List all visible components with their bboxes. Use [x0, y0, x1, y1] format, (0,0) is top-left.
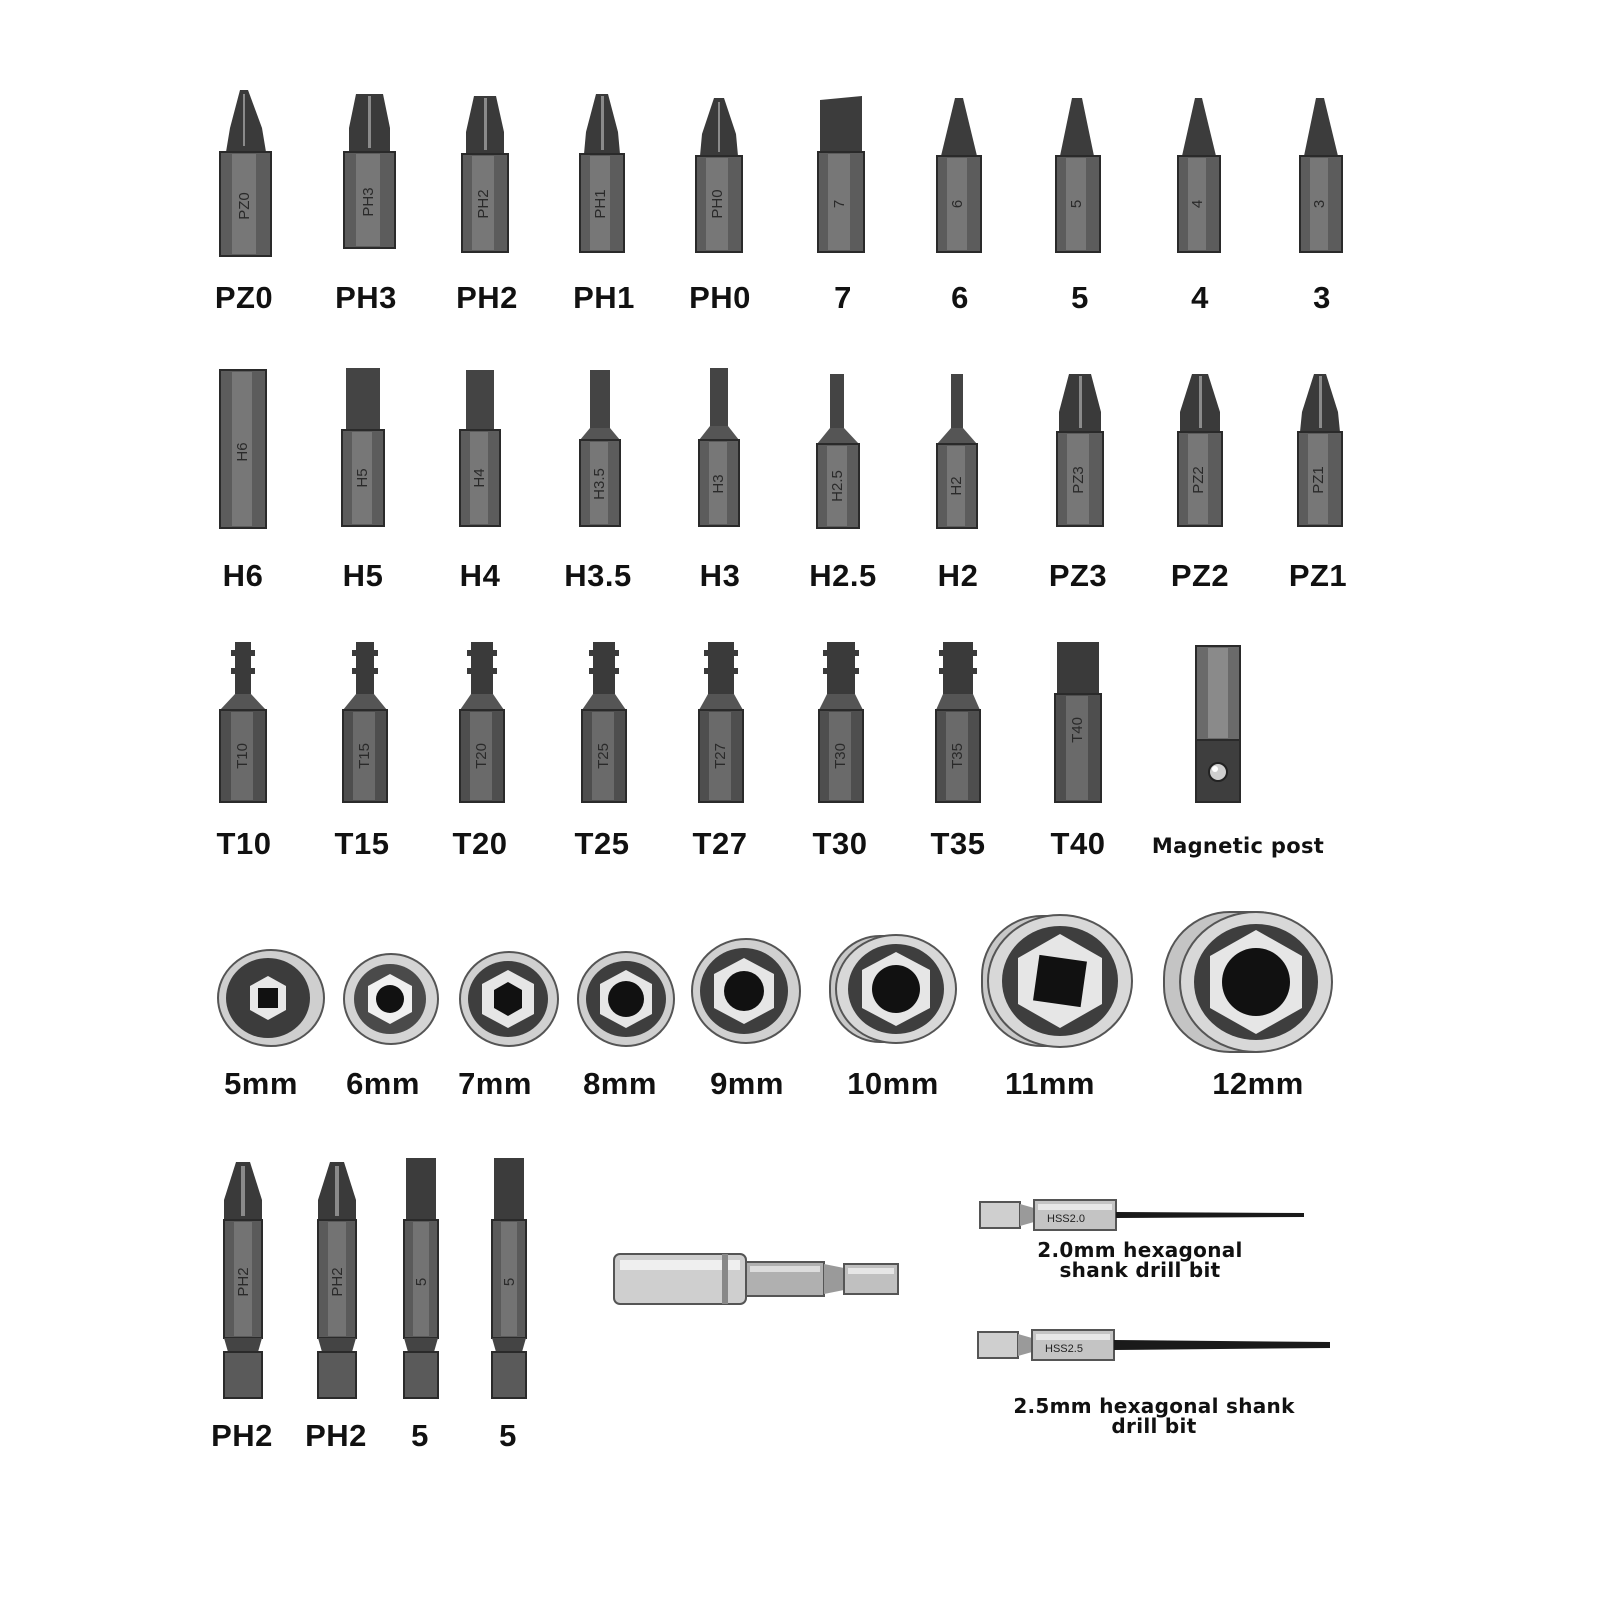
label-socket-6mm: 6mm — [346, 1066, 420, 1101]
label-t25: T25 — [574, 826, 630, 861]
svg-text:PZ3: PZ3 — [1070, 466, 1087, 494]
socket-9mm — [690, 936, 802, 1046]
label-ph1: PH1 — [573, 280, 635, 315]
label-long-bit-ph2-a: PH2 — [211, 1418, 273, 1453]
bit-ph0 — [694, 96, 744, 256]
bit-h3 — [697, 366, 741, 530]
label-ph2: PH2 — [456, 280, 518, 315]
label-slot-6: 6 — [951, 280, 969, 315]
label-magnetic-post: Magnetic post — [1151, 834, 1325, 858]
label-socket-10mm: 10mm — [847, 1066, 939, 1101]
label-drill-bit-2-5mm-line1: 2.5mm hexagonal shank — [1013, 1394, 1295, 1418]
magnetic-post — [1194, 644, 1242, 806]
bit-pz0 — [218, 88, 273, 258]
bit-t27 — [697, 640, 745, 806]
label-pz2: PZ2 — [1170, 558, 1230, 593]
label-drill-bit-2-0mm-line2: shank drill bit — [1059, 1258, 1221, 1282]
socket-6mm — [342, 952, 440, 1046]
svg-text:PZ2: PZ2 — [1190, 466, 1207, 494]
svg-text:T30: T30 — [832, 743, 849, 769]
svg-text:H2.5: H2.5 — [829, 470, 846, 502]
svg-text:6: 6 — [949, 199, 966, 209]
label-ph3: PH3 — [335, 280, 397, 315]
bit-h6 — [218, 368, 268, 530]
label-drill-bit-2-0mm-line1: 2.0mm hexagonal — [1037, 1238, 1243, 1262]
bit-h4 — [458, 368, 502, 530]
label-long-bit-slot-5-b: 5 — [499, 1418, 517, 1453]
bit-h5 — [340, 366, 386, 530]
label-h5: H5 — [342, 558, 384, 593]
svg-text:HSS2.0: HSS2.0 — [1047, 1213, 1085, 1225]
label-drill-bit-2-5mm — [1013, 1396, 1294, 1436]
label-socket-5mm: 5mm — [224, 1066, 298, 1101]
svg-text:PZ1: PZ1 — [1310, 466, 1327, 494]
label-t30: T30 — [812, 826, 868, 861]
label-socket-11mm: 11mm — [1005, 1066, 1095, 1101]
svg-text:PH0: PH0 — [709, 189, 726, 219]
bit-pz2 — [1176, 370, 1224, 530]
label-socket-8mm: 8mm — [583, 1066, 657, 1101]
svg-text:H6: H6 — [234, 442, 251, 462]
svg-text:5: 5 — [413, 1277, 430, 1287]
label-t35: T35 — [930, 826, 986, 861]
long-bit-slot-5-a — [400, 1156, 442, 1400]
bit-pz3 — [1055, 370, 1105, 530]
socket-8mm — [576, 950, 676, 1048]
label-socket-12mm: 12mm — [1212, 1066, 1304, 1101]
bit-t10 — [218, 640, 268, 806]
bit-slot-5 — [1054, 96, 1102, 256]
label-t15: T15 — [334, 826, 390, 861]
svg-text:H3: H3 — [710, 474, 727, 494]
svg-text:4: 4 — [1189, 199, 1206, 209]
label-t27: T27 — [692, 826, 748, 861]
bit-ph1 — [578, 92, 626, 256]
label-h3: H3 — [699, 558, 741, 593]
bit-t30 — [817, 640, 865, 806]
bit-t20 — [458, 640, 506, 806]
svg-text:PZ0: PZ0 — [236, 192, 253, 220]
label-long-bit-ph2-b: PH2 — [305, 1418, 367, 1453]
bit-pz1 — [1296, 370, 1344, 530]
svg-text:HSS2.5: HSS2.5 — [1045, 1343, 1083, 1355]
label-slot-5: 5 — [1071, 280, 1089, 315]
label-h4: H4 — [459, 558, 501, 593]
label-pz1: PZ1 — [1288, 558, 1348, 593]
socket-7mm — [458, 950, 560, 1048]
label-drill-bit-2-0mm — [1037, 1240, 1242, 1280]
bit-holder-extension — [612, 1250, 902, 1308]
bit-slot-7 — [816, 96, 866, 256]
label-socket-7mm: 7mm — [458, 1066, 532, 1101]
bit-slot-4 — [1176, 96, 1222, 256]
svg-text:PH1: PH1 — [592, 189, 609, 219]
svg-text:PH2: PH2 — [475, 189, 492, 219]
label-h6: H6 — [222, 558, 264, 593]
bit-h2-5 — [815, 372, 861, 530]
svg-text:PH2: PH2 — [329, 1267, 346, 1297]
svg-text:5: 5 — [501, 1277, 518, 1287]
label-t10: T10 — [216, 826, 272, 861]
svg-text:T40: T40 — [1069, 717, 1086, 743]
label-pz0: PZ0 — [214, 280, 274, 315]
drill-bit-2-0mm — [978, 1196, 1308, 1234]
svg-text:T27: T27 — [712, 743, 729, 769]
bit-ph3 — [342, 88, 397, 258]
svg-text:5: 5 — [1068, 199, 1085, 209]
svg-text:H5: H5 — [354, 468, 371, 488]
svg-text:H3.5: H3.5 — [591, 468, 608, 500]
label-h2-5: H2.5 — [809, 558, 877, 593]
bit-t25 — [580, 640, 628, 806]
svg-text:H2: H2 — [948, 476, 965, 496]
bit-t15 — [341, 640, 389, 806]
bit-ph2 — [460, 92, 510, 256]
label-pz3: PZ3 — [1048, 558, 1108, 593]
socket-10mm — [826, 930, 962, 1048]
label-slot-7: 7 — [834, 280, 852, 315]
label-long-bit-slot-5-a: 5 — [411, 1418, 429, 1453]
label-socket-9mm: 9mm — [710, 1066, 784, 1101]
svg-text:7: 7 — [831, 199, 848, 209]
label-drill-bit-2-5mm-line2: drill bit — [1111, 1414, 1197, 1438]
svg-text:T25: T25 — [595, 743, 612, 769]
svg-text:T20: T20 — [473, 743, 490, 769]
svg-text:T35: T35 — [949, 743, 966, 769]
label-h2: H2 — [937, 558, 979, 593]
svg-text:H4: H4 — [471, 468, 488, 488]
label-slot-4: 4 — [1191, 280, 1209, 315]
label-slot-3: 3 — [1313, 280, 1331, 315]
long-bit-slot-5-b — [488, 1156, 530, 1400]
label-ph0: PH0 — [689, 280, 751, 315]
drill-bit-2-5mm — [976, 1326, 1336, 1364]
svg-text:T10: T10 — [234, 743, 251, 769]
socket-5mm — [216, 948, 326, 1048]
svg-text:PH3: PH3 — [360, 187, 377, 217]
bit-slot-3 — [1298, 96, 1344, 256]
socket-12mm — [1160, 906, 1338, 1058]
long-bit-ph2-a — [218, 1160, 268, 1400]
bit-h2 — [935, 372, 979, 530]
svg-text:PH2: PH2 — [235, 1267, 252, 1297]
label-t40: T40 — [1050, 826, 1106, 861]
bit-slot-6 — [935, 96, 983, 256]
bit-t35 — [934, 640, 982, 806]
bit-h3-5 — [578, 368, 622, 530]
long-bit-ph2-b — [312, 1160, 362, 1400]
label-h3-5: H3.5 — [564, 558, 632, 593]
bit-t40 — [1053, 640, 1103, 806]
svg-text:T15: T15 — [356, 743, 373, 769]
socket-11mm — [978, 910, 1136, 1052]
label-t20: T20 — [452, 826, 508, 861]
svg-text:3: 3 — [1311, 199, 1328, 209]
